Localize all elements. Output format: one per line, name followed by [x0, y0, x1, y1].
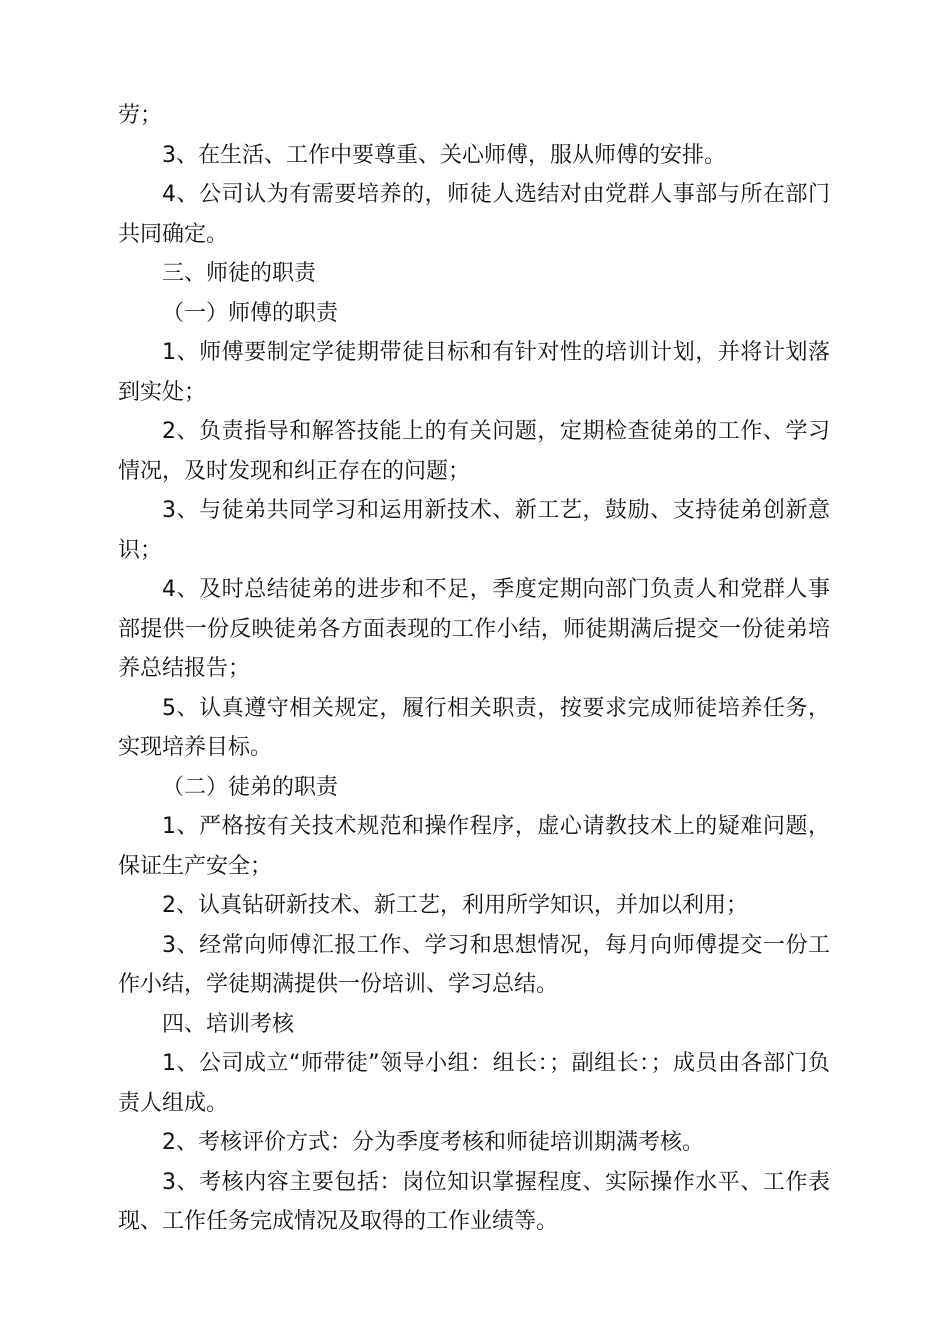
- section-heading-4: 四、培训考核: [162, 1011, 295, 1037]
- mentor-duty-1: 1、师傅要制定学徒期带徒目标和有针对性的培训计划，并将计划落到实处；: [118, 340, 830, 405]
- mentor-duty-3: 3、与徒弟共同学习和运用新技术、新工艺，鼓励、支持徒弟创新意识；: [118, 498, 830, 563]
- paragraph-item-4: 4、公司认为有需要培养的，师徒人选结对由党群人事部与所在部门共同确定。: [118, 182, 830, 247]
- document-page: [118, 96, 830, 1242]
- section-heading-3: 三、师徒的职责: [162, 261, 317, 286]
- subsection-heading-apprentice: （二）徒弟的职责: [162, 774, 339, 800]
- subsection-heading-mentor: （一）师傅的职责: [162, 300, 339, 326]
- apprentice-duty-2: 2、认真钻研新技术、新工艺，利用所学知识，并加以利用；: [162, 893, 748, 918]
- mentor-duty-4: 4、及时总结徒弟的进步和不足，季度定期向部门负责人和党群人事部提供一份反映徒弟各方面表现的工作小结，师徒期满后提交一份徒弟培养总结报告；: [118, 577, 830, 681]
- assessment-item-2: 2、考核评价方式：分为季度考核和师徒培训期满考核。: [162, 1130, 704, 1155]
- apprentice-duty-3: 3、经常向师傅汇报工作、学习和思想情况，每月向师傅提交一份工作小结，学徒期满提供一份培训、学习总结。: [118, 932, 830, 997]
- assessment-item-3: 3、考核内容主要包括：岗位知识掌握程度、实际操作水平、工作表现、工作任务完成情况及取得的工作业绩等。: [118, 1169, 830, 1234]
- mentor-duty-5: 5、认真遵守相关规定，履行相关职责，按要求完成师徒培养任务，实现培养目标。: [118, 695, 830, 760]
- paragraph-continuation: 劳；: [118, 103, 163, 128]
- assessment-item-1: 1、公司成立“师带徒”领导小组：组长：；副组长：；成员由各部门负责人组成。: [118, 1051, 830, 1116]
- paragraph-item-3: 3、在生活、工作中要尊重、关心师傅，服从师傅的安排。: [162, 142, 726, 168]
- mentor-duty-2: 2、负责指导和解答技能上的有关问题，定期检查徒弟的工作、学习情况，及时发现和纠正存在的问题；: [118, 419, 830, 484]
- apprentice-duty-1: 1、严格按有关技术规范和操作程序，虚心请教技术上的疑难问题，保证生产安全；: [118, 814, 830, 879]
